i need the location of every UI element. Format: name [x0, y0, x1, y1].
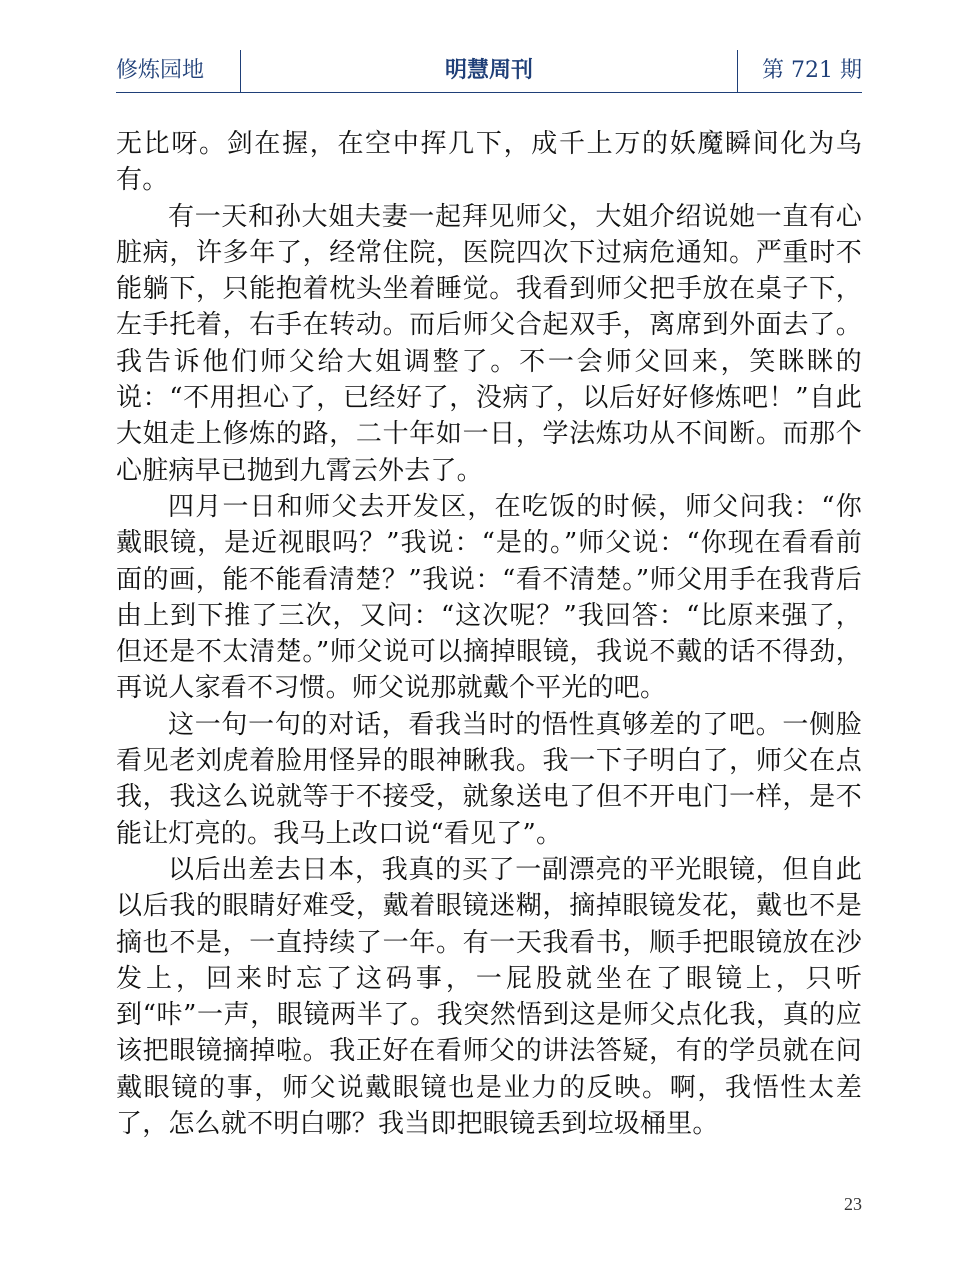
paragraph: 无比呀。剑在握，在空中挥几下，成千上万的妖魔瞬间化为乌有。	[116, 129, 862, 196]
publication-title: 明慧周刊	[444, 58, 533, 83]
issue-number: 第 721 期	[762, 58, 862, 83]
page-number: 23	[844, 1194, 862, 1214]
page-header	[116, 50, 862, 93]
article-body	[116, 126, 862, 1142]
paragraph: 以后出差去日本，我真的买了一副漂亮的平光眼镜，但自此以后我的眼睛好难受，戴着眼镜迷糊，摘掉眼镜发花，戴也不是摘也不是，一直持续了一年。有一天我看书，顺手把眼镜放在沙发上，回来时忘了这码事，一屁股就坐在了眼镜上，只听到“咔”一声，眼镜两半了。我突然悟到这是师父点化我，真的应该把眼镜摘掉啦。我正好在看师父的讲法答疑，有的学员就在问戴眼镜的事，师父说戴眼镜也是业力的反映。啊，我悟性太差了，怎么就不明白哪？我当即把眼镜丢到垃圾桶里。	[116, 854, 862, 1140]
paragraph: 这一句一句的对话，看我当时的悟性真够差的了吧。一侧脸看见老刘虎着脸用怪异的眼神瞅我。我一下子明白了，师父在点我，我这么说就等于不接受，就象送电了但不开电门一样，是不能让灯亮的。我马上改口说“看见了”。	[116, 709, 862, 849]
paragraph: 四月一日和师父去开发区，在吃饭的时候，师父问我：“你戴眼镜，是近视眼吗？”我说：“是的。”师父说：“你现在看看前面的画，能不能看清楚？”我说：“看不清楚。”师父用手在我背后由上到下推了三次，又问：“这次呢？”我回答：“比原来强了，但还是不太清楚。”师父说可以摘掉眼镜，我说不戴的话不得劲，再说人家看不习惯。师父说那就戴个平光的吧。	[116, 491, 862, 704]
section-label: 修炼园地	[116, 58, 205, 83]
paragraph: 有一天和孙大姐夫妻一起拜见师父，大姐介绍说她一直有心脏病，许多年了，经常住院，医院四次下过病危通知。严重时不能躺下，只能抱着枕头坐着睡觉。我看到师父把手放在桌子下，左手托着，右手在转动。而后师父合起双手，离席到外面去了。我告诉他们师父给大姐调整了。不一会师父回来，笑眯眯的说：“不用担心了，已经好了，没病了，以后好好修炼吧！”自此大姐走上修炼的路，二十年如一日，学法炼功从不间断。而那个心脏病早已抛到九霄云外去了。	[116, 201, 862, 486]
